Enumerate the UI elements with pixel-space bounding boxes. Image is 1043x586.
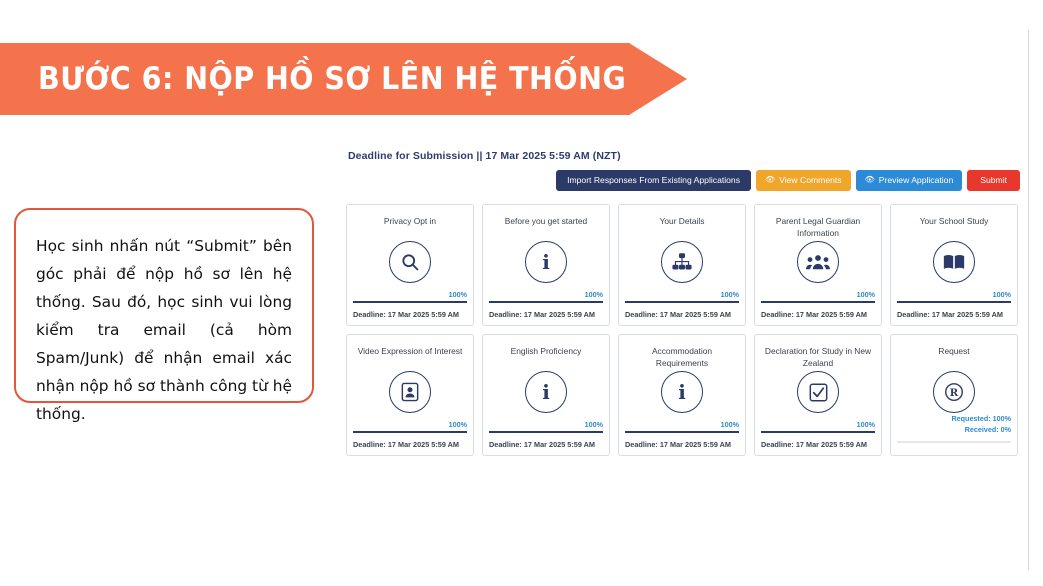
org-chart-icon	[661, 241, 703, 283]
card-percent: 100%	[720, 420, 739, 429]
card-deadline: Deadline: 17 Mar 2025 5:59 AM	[489, 310, 595, 319]
card-progress-bar	[897, 301, 1011, 304]
card-progress-bar	[625, 431, 739, 434]
card-deadline: Deadline: 17 Mar 2025 5:59 AM	[353, 440, 459, 449]
section-card[interactable]	[890, 204, 1018, 326]
info-icon: i	[661, 371, 703, 413]
card-percent: 100%	[584, 420, 603, 429]
application-panel	[338, 142, 1028, 487]
card-percent: 100%	[992, 290, 1011, 299]
view-comments-label: View Comments	[779, 175, 842, 185]
card-percent: 100%	[448, 420, 467, 429]
section-card[interactable]	[346, 334, 474, 456]
submit-button[interactable]	[967, 170, 1020, 191]
page-title: BƯỚC 6: NỘP HỒ SƠ LÊN HỆ THỐNG	[38, 61, 627, 97]
card-title: Before you get started	[504, 216, 588, 226]
card-deadline: Deadline: 17 Mar 2025 5:59 AM	[761, 310, 867, 319]
section-card[interactable]	[754, 334, 882, 456]
card-percent: 100%	[720, 290, 739, 299]
card-title: Accommodation Requirements	[651, 346, 713, 368]
card-percent: 100%	[856, 290, 875, 299]
svg-text:R: R	[949, 388, 959, 400]
section-card[interactable]	[346, 204, 474, 326]
info-icon: i	[525, 371, 567, 413]
card-progress-bar	[897, 441, 1011, 444]
card-title: Parent Legal Guardian Information	[775, 216, 861, 238]
view-comments-button[interactable]	[756, 170, 851, 191]
card-percent: 100%	[448, 290, 467, 299]
card-progress-bar	[761, 431, 875, 434]
eye-icon: 👁	[765, 175, 776, 185]
card-title: Privacy Opt in	[383, 216, 437, 226]
submit-label: Submit	[980, 175, 1007, 185]
card-deadline: Deadline: 17 Mar 2025 5:59 AM	[897, 310, 1003, 319]
deadline-header: Deadline for Submission || 17 Mar 2025 5:59 AM (NZT)	[348, 150, 621, 162]
card-progress-bar	[761, 301, 875, 304]
section-card[interactable]	[890, 334, 1018, 456]
card-title: Your Details	[659, 216, 705, 226]
slide-edge-rule	[1028, 30, 1029, 570]
people-group-icon	[797, 241, 839, 283]
import-responses-button[interactable]	[556, 170, 751, 191]
card-progress-bar	[625, 301, 739, 304]
banner-arrow	[629, 43, 687, 115]
step-banner	[0, 43, 690, 115]
preview-application-label: Preview Application	[878, 175, 954, 185]
section-card[interactable]	[618, 204, 746, 326]
request-requested: Requested: 100%	[951, 414, 1011, 423]
card-deadline: Deadline: 17 Mar 2025 5:59 AM	[761, 440, 867, 449]
section-card[interactable]	[618, 334, 746, 456]
instruction-text: Học sinh nhấn nút “Submit” bên góc phải để nộp hồ sơ lên hệ thống. Sau đó, học sinh vui lòng kiểm tra email (cả hòm Spam/Junk) để nhận email xác nhận nộp hồ sơ thành công từ hệ thống.	[36, 237, 292, 423]
id-card-icon	[389, 371, 431, 413]
import-responses-label: Import Responses From Existing Applications	[567, 175, 740, 185]
card-progress-bar	[489, 431, 603, 434]
eye-icon: 👁	[864, 175, 875, 185]
registered-icon	[933, 371, 975, 413]
section-card-grid	[346, 204, 1020, 456]
preview-application-button[interactable]	[856, 170, 963, 191]
card-percent: 100%	[584, 290, 603, 299]
card-deadline: Deadline: 17 Mar 2025 5:59 AM	[625, 310, 731, 319]
open-book-icon	[933, 241, 975, 283]
card-deadline: Deadline: 17 Mar 2025 5:59 AM	[353, 310, 459, 319]
section-card[interactable]	[482, 204, 610, 326]
card-title: Video Expression of Interest	[357, 346, 463, 356]
card-title: Request	[938, 346, 970, 356]
card-progress-bar	[353, 431, 467, 434]
instruction-callout	[14, 208, 314, 423]
card-title: English Proficiency	[510, 346, 582, 356]
section-card[interactable]	[482, 334, 610, 456]
checkbox-icon	[797, 371, 839, 413]
card-deadline: Deadline: 17 Mar 2025 5:59 AM	[625, 440, 731, 449]
request-received: Received: 0%	[964, 425, 1011, 434]
card-percent: 100%	[856, 420, 875, 429]
search-icon	[389, 241, 431, 283]
card-title: Declaration for Study in New Zealand	[764, 346, 872, 368]
card-deadline: Deadline: 17 Mar 2025 5:59 AM	[489, 440, 595, 449]
info-icon: i	[525, 241, 567, 283]
card-progress-bar	[353, 301, 467, 304]
action-button-row	[556, 170, 1020, 191]
request-status	[951, 413, 1011, 435]
card-progress-bar	[489, 301, 603, 304]
section-card[interactable]	[754, 204, 882, 326]
card-title: Your School Study	[919, 216, 989, 226]
